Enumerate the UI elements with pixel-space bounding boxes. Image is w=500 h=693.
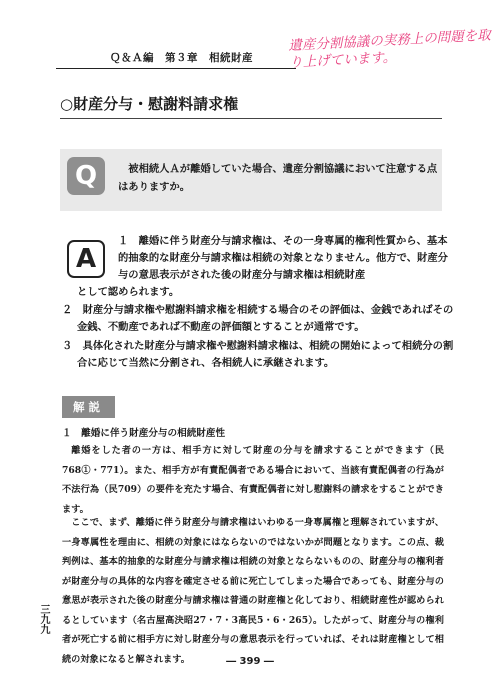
- commentary-heading: １ 離婚に伴う財産分与の相続財産性: [62, 428, 226, 439]
- handwritten-note: 遺産分割協議の実務上の問題を取り上げています。: [288, 27, 492, 71]
- page-number: ― 399 ―: [226, 656, 274, 667]
- side-page-number: 三九九: [38, 604, 49, 634]
- commentary-paragraph-2: ここで、まず、離婚に伴う財産分与請求権はいわゆる一身専属権と理解されていますが、一身専属性を理由に、相続の対象にはならないのではないかが問題となります。この点、裁判例は、基本的抽象的な財産分与請求権は相続の対象とならないものの、財産分与の権利者が財産分与の具体的な内容を確定させる前に死亡してしまった場合であっても、財産分与の意思が表示された後の財産分与請求権は普通の財産権と化しており、相続財産性が認められるとしています（名古屋高決昭27・7・3高民5・6・265）。したがって、財産分与の権利者が死亡する前に相手方に対し財産分与の意思表示を行っていれば、それは財産権として相続の対象になると解されます。: [62, 517, 444, 665]
- answer-item-1-continued: として認められます。: [77, 286, 180, 298]
- breadcrumb: Ｑ＆Ａ編 第３章 相続財産: [110, 52, 253, 64]
- answer-item-2: ２ 財産分与請求権や慰謝料請求権を相続する場合のその評価は、金銭であればその金銭、不動産であれば不動産の評価額とすることが通常です。: [62, 304, 454, 333]
- answer-badge: A: [67, 240, 105, 278]
- question-badge: Q: [67, 157, 105, 195]
- answer-item-1: １ 離婚に伴う財産分与請求権は、その一身専属的権利性質から、基本的抽象的な財産分与請求権は相続の対象となりません。他方で、財産分与の意思表示がされた後の財産分与請求権は相続財産: [118, 235, 448, 281]
- section-title: ○財産分与・慰謝料請求権: [60, 95, 239, 113]
- commentary-paragraph-1: 離婚をした者の一方は、相手方に対して財産の分与を請求することができます（民768①・771）。また、相手方が有責配偶者である場合において、当該有責配偶者の行為が不法行為（民709）の要件を充たす場合、有責配偶者に対し慰謝料の請求をすることができます。: [62, 445, 444, 515]
- title-rule: [60, 118, 442, 119]
- question-text: 被相続人Ａが離婚していた場合、遺産分割協議において注意する点はありますか。: [118, 163, 438, 193]
- answer-item-3: ３ 具体化された財産分与請求権や慰謝料請求権は、相続の開始によって相続分の割合に応じて当然に分割され、各相続人に承継されます。: [62, 340, 454, 369]
- commentary-label: 解説: [62, 396, 115, 418]
- header-rule: [56, 68, 296, 69]
